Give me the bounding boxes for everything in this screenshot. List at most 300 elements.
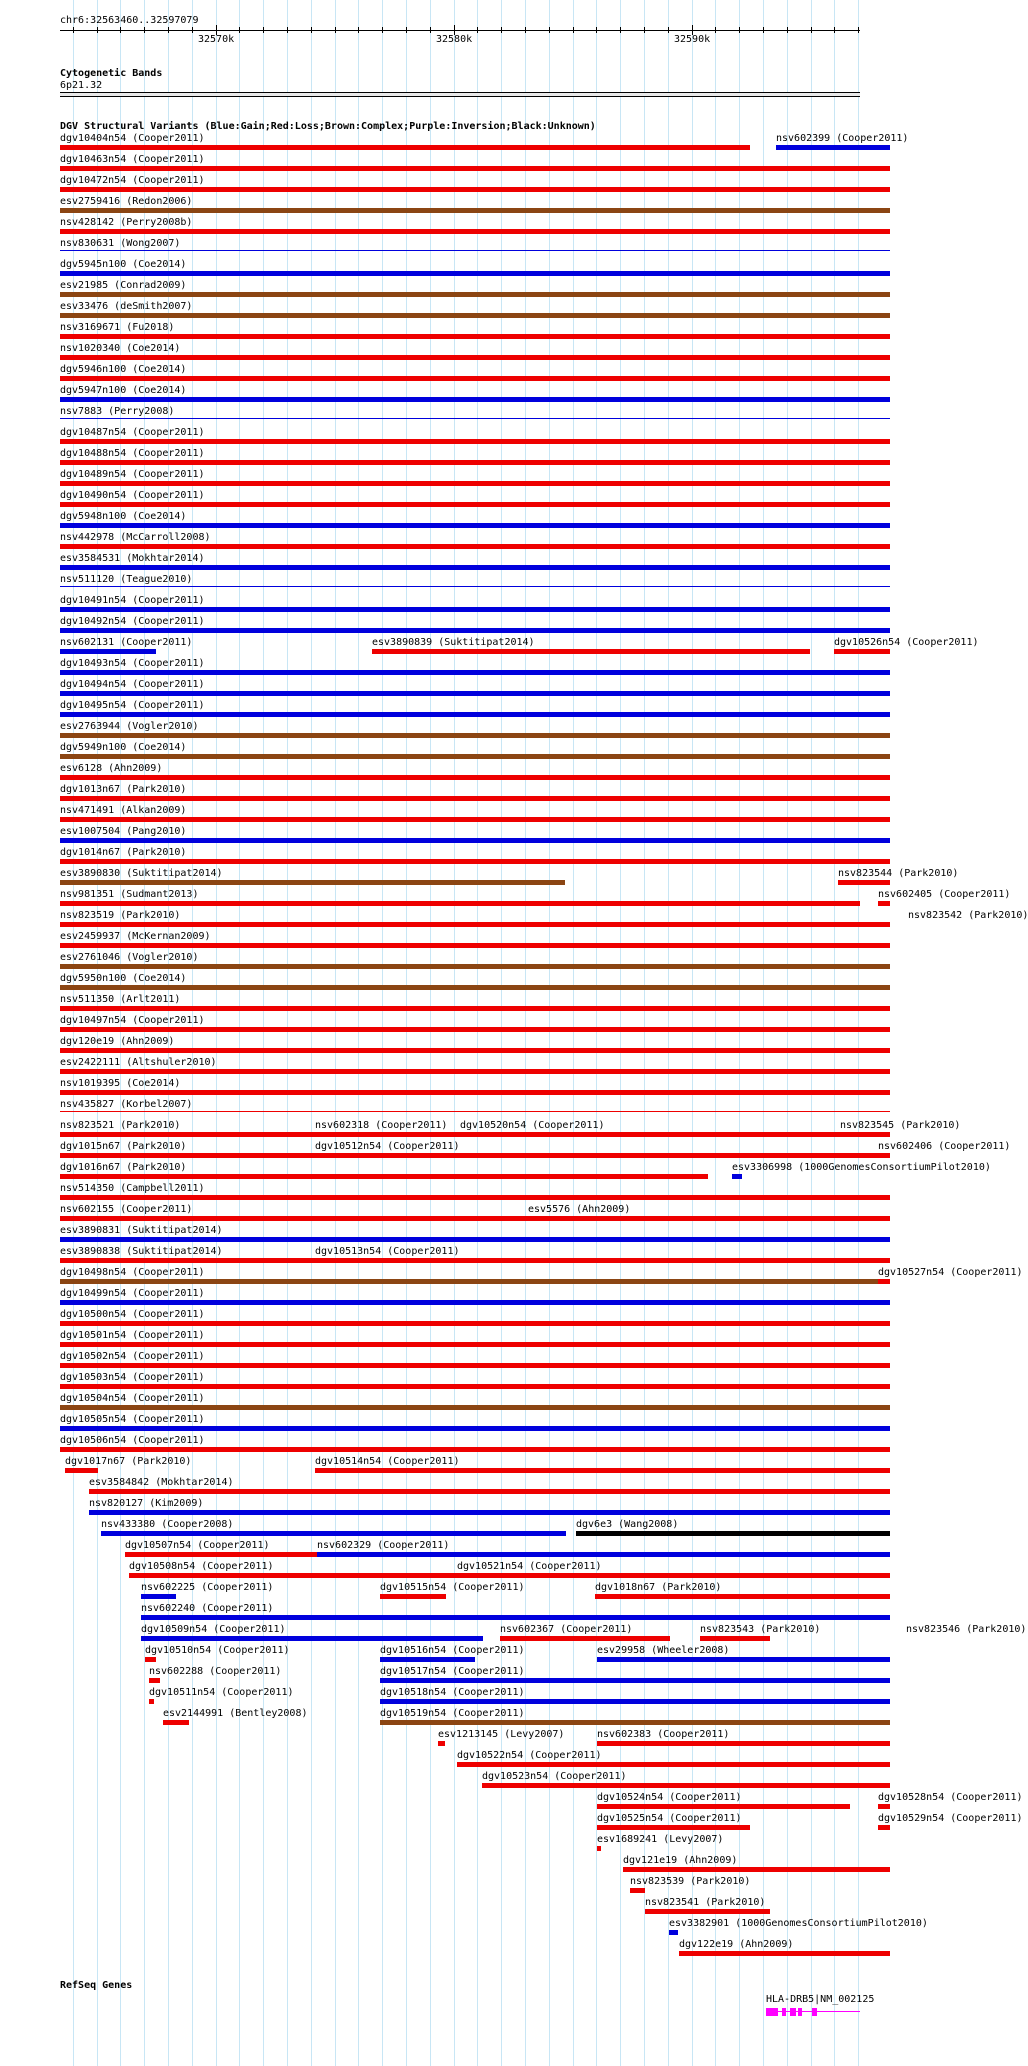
variant-bar-loss[interactable] — [60, 145, 750, 150]
ruler-tick — [858, 27, 859, 33]
ruler-tick — [739, 27, 740, 33]
variant-label[interactable]: dgv10517n54 (Cooper2011) — [380, 1666, 525, 1677]
variant-bar-gain[interactable] — [60, 1237, 890, 1242]
variant-bar-gain[interactable] — [60, 712, 890, 717]
variant-label[interactable]: nsv602155 (Cooper2011) — [60, 1204, 193, 1215]
variant-bar-loss[interactable] — [60, 901, 860, 906]
variant-bar-complex[interactable] — [60, 733, 890, 738]
variant-bar-gain[interactable] — [60, 586, 890, 587]
ruler-tick — [263, 27, 264, 33]
variant-label[interactable]: dgv1018n67 (Park2010) — [595, 1582, 722, 1593]
grid-line — [454, 0, 455, 2066]
variant-bar-loss[interactable] — [315, 1153, 810, 1158]
variant-bar-loss[interactable] — [840, 1132, 890, 1137]
variant-label[interactable]: nsv514350 (Campbell2011) — [60, 1183, 205, 1194]
ruler-tick — [430, 27, 431, 33]
gene-exon — [798, 2008, 802, 2016]
variant-bar-gain[interactable] — [60, 397, 890, 402]
variant-bar-complex[interactable] — [60, 313, 890, 318]
grid-line — [692, 0, 693, 2066]
variant-label[interactable]: esv3584842 (Mokhtar2014) — [89, 1477, 234, 1488]
variant-label[interactable]: dgv10493n54 (Cooper2011) — [60, 658, 205, 669]
variant-label[interactable]: esv33476 (deSmith2007) — [60, 301, 193, 312]
grid-line — [644, 0, 645, 2066]
ruler-tick — [596, 27, 597, 33]
variant-label[interactable]: esv1007504 (Pang2010) — [60, 826, 187, 837]
variant-bar-loss[interactable] — [500, 1636, 670, 1641]
variant-bar-loss[interactable] — [60, 796, 890, 801]
refseq-track-title: RefSeq Genes — [60, 1980, 133, 1991]
grid-line — [715, 0, 716, 2066]
ruler-tick — [811, 27, 812, 33]
ruler-tick — [406, 27, 407, 33]
variant-bar-loss[interactable] — [878, 901, 890, 906]
variant-label[interactable]: dgv120e19 (Ahn2009) — [60, 1036, 175, 1047]
variant-label[interactable]: esv2759416 (Redon2006) — [60, 196, 193, 207]
variant-bar-gain[interactable] — [60, 418, 890, 419]
variant-bar-gain[interactable] — [89, 1510, 890, 1515]
ruler-tick — [168, 27, 169, 33]
variant-label[interactable]: dgv10510n54 (Cooper2011) — [145, 1645, 290, 1656]
variant-bar-loss[interactable] — [60, 1321, 890, 1326]
variant-bar-loss[interactable] — [60, 1363, 890, 1368]
gene-exon — [812, 2008, 817, 2016]
variant-bar-complex[interactable] — [60, 292, 890, 297]
variant-bar-loss[interactable] — [60, 1447, 890, 1452]
variant-bar-loss[interactable] — [60, 1048, 890, 1053]
ruler-tick-label: 32580k — [436, 34, 473, 45]
variant-label[interactable]: nsv820127 (Kim2009) — [89, 1498, 204, 1509]
variant-label[interactable]: nsv442978 (McCarroll2008) — [60, 532, 211, 543]
variant-bar-loss[interactable] — [60, 1342, 890, 1347]
variant-label[interactable]: esv6128 (Ahn2009) — [60, 763, 163, 774]
variant-label[interactable]: dgv5947n100 (Coe2014) — [60, 385, 187, 396]
grid-line — [430, 0, 431, 2066]
variant-bar-loss[interactable] — [623, 1867, 890, 1872]
cytoband-ideogram[interactable] — [60, 92, 860, 97]
variant-label[interactable]: dgv10509n54 (Cooper2011) — [141, 1624, 286, 1635]
variant-label[interactable]: esv2763944 (Vogler2010) — [60, 721, 199, 732]
variant-label[interactable]: esv3306998 (1000GenomesConsortiumPilot2010) — [732, 1162, 991, 1173]
variant-bar-loss[interactable] — [438, 1741, 445, 1746]
variant-label[interactable]: dgv5950n100 (Coe2014) — [60, 973, 187, 984]
variant-bar-complex[interactable] — [60, 964, 890, 969]
variant-label[interactable]: nsv7883 (Perry2008) — [60, 406, 175, 417]
grid-line — [358, 0, 359, 2066]
variant-label[interactable]: nsv602318 (Cooper2011) — [315, 1120, 448, 1131]
ruler-tick-label: 32590k — [674, 34, 711, 45]
variant-label[interactable]: dgv10501n54 (Cooper2011) — [60, 1330, 205, 1341]
cytoband-label: 6p21.32 — [60, 80, 103, 91]
variant-bar-gain[interactable] — [60, 1300, 890, 1305]
variant-label[interactable]: dgv10498n54 (Cooper2011) — [60, 1267, 205, 1278]
variant-bar-loss[interactable] — [597, 1804, 850, 1809]
variant-bar-gain[interactable] — [60, 838, 890, 843]
variant-bar-loss[interactable] — [163, 1720, 189, 1725]
variant-bar-loss[interactable] — [878, 1279, 890, 1284]
ruler-tick — [120, 27, 121, 33]
grid-line — [311, 0, 312, 2066]
grid-line — [382, 0, 383, 2066]
variant-bar-loss[interactable] — [60, 229, 890, 234]
ruler-tick — [715, 27, 716, 33]
variant-label[interactable]: dgv121e19 (Ahn2009) — [623, 1855, 738, 1866]
variant-label[interactable]: esv3584531 (Mokhtar2014) — [60, 553, 205, 564]
variant-label[interactable]: nsv602399 (Cooper2011) — [776, 133, 909, 144]
variant-bar-loss[interactable] — [878, 1153, 890, 1158]
variant-label[interactable]: esv3890830 (Suktitipat2014) — [60, 868, 223, 879]
variant-label[interactable]: dgv10518n54 (Cooper2011) — [380, 1687, 525, 1698]
variant-label[interactable]: dgv5948n100 (Coe2014) — [60, 511, 187, 522]
grid-line — [335, 0, 336, 2066]
variant-label[interactable]: nsv602406 (Cooper2011) — [878, 1141, 1011, 1152]
variant-bar-gain[interactable] — [317, 1552, 890, 1557]
variant-label[interactable]: nsv823544 (Park2010) — [838, 868, 959, 879]
variant-bar-loss[interactable] — [482, 1783, 890, 1788]
grid-line — [668, 0, 669, 2066]
variant-bar-loss[interactable] — [315, 1132, 318, 1137]
variant-label[interactable]: nsv471491 (Alkan2009) — [60, 805, 187, 816]
variant-bar-loss[interactable] — [597, 1846, 601, 1851]
variant-bar-loss[interactable] — [372, 649, 810, 654]
variant-label[interactable]: dgv5945n100 (Coe2014) — [60, 259, 187, 270]
variant-bar-gain[interactable] — [776, 145, 890, 150]
variant-bar-gain[interactable] — [60, 670, 890, 675]
variant-bar-loss[interactable] — [60, 922, 890, 927]
variant-label[interactable]: esv2422111 (Altshuler2010) — [60, 1057, 217, 1068]
variant-label[interactable]: esv29958 (Wheeler2008) — [597, 1645, 730, 1656]
variant-bar-gain[interactable] — [60, 523, 890, 528]
variant-bar-complex[interactable] — [380, 1720, 890, 1725]
variant-label[interactable]: dgv10519n54 (Cooper2011) — [380, 1708, 525, 1719]
grid-line — [216, 0, 217, 2066]
variant-label[interactable]: dgv10523n54 (Cooper2011) — [482, 1771, 627, 1782]
variant-label[interactable]: dgv1015n67 (Park2010) — [60, 1141, 187, 1152]
variant-label[interactable]: dgv10521n54 (Cooper2011) — [457, 1561, 602, 1572]
variant-bar-complex[interactable] — [60, 208, 890, 213]
variant-label[interactable]: dgv10508n54 (Cooper2011) — [129, 1561, 274, 1572]
variant-label[interactable]: dgv10500n54 (Cooper2011) — [60, 1309, 205, 1320]
variant-label[interactable]: dgv10522n54 (Cooper2011) — [457, 1750, 602, 1761]
variant-bar-loss[interactable] — [834, 649, 890, 654]
variant-label[interactable]: dgv10504n54 (Cooper2011) — [60, 1393, 205, 1404]
variant-label[interactable]: dgv122e19 (Ahn2009) — [679, 1939, 794, 1950]
variant-bar-loss[interactable] — [315, 1258, 890, 1263]
variant-label[interactable]: dgv10497n54 (Cooper2011) — [60, 1015, 205, 1026]
variant-label[interactable]: nsv602367 (Cooper2011) — [500, 1624, 633, 1635]
gene-label[interactable]: HLA-DRB5|NM_002125 — [766, 1994, 875, 2005]
variant-label[interactable]: nsv433380 (Cooper2008) — [101, 1519, 234, 1530]
variant-bar-loss[interactable] — [65, 1468, 98, 1473]
variant-label[interactable]: dgv10514n54 (Cooper2011) — [315, 1456, 460, 1467]
variant-bar-loss[interactable] — [460, 1132, 836, 1137]
variant-bar-loss[interactable] — [60, 943, 890, 948]
variant-label[interactable]: dgv10495n54 (Cooper2011) — [60, 700, 205, 711]
variant-bar-loss[interactable] — [60, 166, 890, 171]
variant-bar-loss[interactable] — [60, 439, 890, 444]
variant-label[interactable]: dgv10526n54 (Cooper2011) — [834, 637, 979, 648]
variant-label[interactable]: nsv823543 (Park2010) — [700, 1624, 821, 1635]
variant-bar-loss[interactable] — [700, 1636, 770, 1641]
grid-line — [406, 0, 407, 2066]
variant-label[interactable]: dgv10463n54 (Cooper2011) — [60, 154, 205, 165]
variant-bar-loss[interactable] — [60, 859, 890, 864]
variant-label[interactable]: nsv602225 (Cooper2011) — [141, 1582, 274, 1593]
grid-line — [739, 0, 740, 2066]
ruler-tick — [358, 27, 359, 33]
variant-bar-loss[interactable] — [315, 1468, 890, 1473]
variant-label[interactable]: dgv10512n54 (Cooper2011) — [315, 1141, 460, 1152]
variant-bar-loss[interactable] — [679, 1951, 890, 1956]
variant-bar-gain[interactable] — [60, 649, 156, 654]
ruler-tick — [382, 27, 383, 33]
variant-label[interactable]: nsv602131 (Cooper2011) — [60, 637, 193, 648]
variant-bar-complex[interactable] — [60, 985, 890, 990]
variant-label[interactable]: esv3382901 (1000GenomesConsortiumPilot2010) — [669, 1918, 928, 1929]
variant-label[interactable]: nsv830631 (Wong2007) — [60, 238, 181, 249]
variant-label[interactable]: esv3890831 (Suktitipat2014) — [60, 1225, 223, 1236]
ruler-tick — [144, 27, 145, 33]
variant-label[interactable]: nsv823519 (Park2010) — [60, 910, 181, 921]
variant-label[interactable]: dgv10528n54 (Cooper2011) — [878, 1792, 1023, 1803]
variant-label[interactable]: dgv10515n54 (Cooper2011) — [380, 1582, 525, 1593]
variant-bar-loss[interactable] — [149, 1699, 154, 1704]
variant-label[interactable]: nsv511120 (Teague2010) — [60, 574, 193, 585]
variant-bar-loss[interactable] — [630, 1888, 645, 1893]
cytoband-title: Cytogenetic Bands — [60, 68, 163, 79]
variant-label[interactable]: nsv602288 (Cooper2011) — [149, 1666, 282, 1677]
variant-label[interactable]: dgv10489n54 (Cooper2011) — [60, 469, 205, 480]
ruler-tick — [287, 27, 288, 33]
grid-line — [620, 0, 621, 2066]
variant-label[interactable]: esv1213145 (Levy2007) — [438, 1729, 565, 1740]
ruler-tick — [573, 27, 574, 33]
variant-label[interactable]: dgv10492n54 (Cooper2011) — [60, 616, 205, 627]
variant-label[interactable]: nsv3169671 (Fu2018) — [60, 322, 175, 333]
variant-bar-gain[interactable] — [380, 1678, 890, 1683]
gene-exon — [782, 2008, 786, 2016]
variant-bar-gain[interactable] — [597, 1657, 890, 1662]
variant-label[interactable]: esv2761046 (Vogler2010) — [60, 952, 199, 963]
variant-bar-loss[interactable] — [528, 1216, 531, 1221]
variant-label[interactable]: nsv823521 (Park2010) — [60, 1120, 181, 1131]
variant-label[interactable]: nsv1019395 (Coe2014) — [60, 1078, 181, 1089]
variant-label[interactable]: dgv1014n67 (Park2010) — [60, 847, 187, 858]
variant-bar-gain[interactable] — [60, 271, 890, 276]
variant-bar-gain[interactable] — [60, 1426, 890, 1431]
variant-label[interactable]: dgv10516n54 (Cooper2011) — [380, 1645, 525, 1656]
grid-line — [787, 0, 788, 2066]
variant-label[interactable]: nsv823539 (Park2010) — [630, 1876, 751, 1887]
variant-bar-loss[interactable] — [60, 1069, 890, 1074]
variant-bar-gain[interactable] — [101, 1531, 566, 1536]
ruler-tick — [525, 27, 526, 33]
variant-bar-complex[interactable] — [60, 1279, 890, 1284]
variant-bar-gain[interactable] — [669, 1930, 678, 1935]
variant-bar-loss[interactable] — [149, 1678, 160, 1683]
variant-bar-loss[interactable] — [60, 1384, 890, 1389]
variant-bar-loss[interactable] — [457, 1573, 890, 1578]
variant-bar-loss[interactable] — [60, 460, 890, 465]
variant-bar-loss[interactable] — [60, 1027, 890, 1032]
variant-label[interactable]: dgv10491n54 (Cooper2011) — [60, 595, 205, 606]
variant-label[interactable]: nsv428142 (Perry2008b) — [60, 217, 193, 228]
variant-label[interactable]: esv3890838 (Suktitipat2014) — [60, 1246, 223, 1257]
variant-label[interactable]: nsv981351 (Sudmant2013) — [60, 889, 199, 900]
ruler-tick — [73, 27, 74, 33]
variant-label[interactable]: dgv10472n54 (Cooper2011) — [60, 175, 205, 186]
ruler-tick — [787, 27, 788, 33]
variant-bar-complex[interactable] — [60, 1405, 890, 1410]
variant-bar-gain[interactable] — [60, 691, 890, 696]
variant-label[interactable]: nsv823545 (Park2010) — [840, 1120, 961, 1131]
ruler-tick — [335, 27, 336, 33]
variant-bar-gain[interactable] — [732, 1174, 742, 1179]
grid-line — [287, 0, 288, 2066]
variant-bar-complex[interactable] — [60, 754, 890, 759]
variant-label[interactable]: esv2144991 (Bentley2008) — [163, 1708, 308, 1719]
variant-bar-loss[interactable] — [60, 544, 890, 549]
variant-bar-loss[interactable] — [878, 1825, 890, 1830]
variant-label[interactable]: dgv10502n54 (Cooper2011) — [60, 1351, 205, 1362]
gene-exon — [790, 2008, 796, 2016]
variant-label[interactable]: dgv10527n54 (Cooper2011) — [878, 1267, 1023, 1278]
variant-label[interactable]: esv1689241 (Levy2007) — [597, 1834, 724, 1845]
grid-line — [239, 0, 240, 2066]
variant-label[interactable]: dgv6e3 (Wang2008) — [576, 1519, 679, 1530]
variant-label[interactable]: dgv1017n67 (Park2010) — [65, 1456, 192, 1467]
variant-label[interactable]: dgv10487n54 (Cooper2011) — [60, 427, 205, 438]
grid-line — [263, 0, 264, 2066]
variant-label[interactable]: dgv10494n54 (Cooper2011) — [60, 679, 205, 690]
variant-bar-gain[interactable] — [380, 1657, 475, 1662]
ruler-tick — [477, 27, 478, 33]
ruler-axis — [60, 30, 860, 31]
variant-label[interactable]: nsv602329 (Cooper2011) — [317, 1540, 450, 1551]
position-label: chr6:32563460..32597079 — [60, 15, 199, 26]
grid-line — [811, 0, 812, 2066]
ruler-tick — [620, 27, 621, 33]
variant-label[interactable]: nsv1020340 (Coe2014) — [60, 343, 181, 354]
ruler-tick — [97, 27, 98, 33]
variant-label[interactable]: dgv10499n54 (Cooper2011) — [60, 1288, 205, 1299]
variant-bar-loss[interactable] — [60, 481, 890, 486]
variant-bar-gain[interactable] — [141, 1594, 176, 1599]
variant-label[interactable]: dgv10513n54 (Cooper2011) — [315, 1246, 460, 1257]
variant-bar-loss[interactable] — [60, 1090, 890, 1095]
variant-bar-gain[interactable] — [60, 607, 890, 612]
variant-label[interactable]: nsv823541 (Park2010) — [645, 1897, 766, 1908]
ruler-tick — [239, 27, 240, 33]
variant-label[interactable]: dgv10488n54 (Cooper2011) — [60, 448, 205, 459]
variant-label[interactable]: dgv10507n54 (Cooper2011) — [125, 1540, 270, 1551]
ruler-tick — [501, 27, 502, 33]
variant-bar-loss[interactable] — [838, 880, 890, 885]
variant-label[interactable]: dgv10520n54 (Cooper2011) — [460, 1120, 605, 1131]
variant-bar-loss[interactable] — [60, 1111, 890, 1112]
variant-bar-loss[interactable] — [60, 1216, 890, 1221]
variant-bar-loss[interactable] — [457, 1762, 890, 1767]
variant-label[interactable]: dgv10490n54 (Cooper2011) — [60, 490, 205, 501]
gene-exon — [766, 2008, 778, 2016]
variant-label[interactable]: dgv1013n67 (Park2010) — [60, 784, 187, 795]
variant-bar-loss[interactable] — [878, 1804, 890, 1809]
variant-label[interactable]: dgv10525n54 (Cooper2011) — [597, 1813, 742, 1824]
variant-bar-loss[interactable] — [60, 187, 890, 192]
variant-label[interactable]: dgv1016n67 (Park2010) — [60, 1162, 187, 1173]
variant-bar-loss[interactable] — [595, 1594, 890, 1599]
variant-label[interactable]: dgv5949n100 (Coe2014) — [60, 742, 187, 753]
variant-label[interactable]: nsv823542 (Park2010) — [908, 910, 1028, 921]
variant-label[interactable]: nsv823546 (Park2010) — [906, 1624, 1027, 1635]
variant-bar-loss[interactable] — [60, 817, 890, 822]
variant-bar-loss[interactable] — [60, 502, 890, 507]
variant-bar-loss[interactable] — [60, 334, 890, 339]
dgv-track-title: DGV Structural Variants (Blue:Gain;Red:Loss;Brown:Complex;Purple:Inversion;Black:Unknown) — [60, 121, 596, 132]
variant-bar-loss[interactable] — [645, 1909, 770, 1914]
variant-label[interactable]: dgv10505n54 (Cooper2011) — [60, 1414, 205, 1425]
variant-bar-gain[interactable] — [141, 1615, 890, 1620]
variant-bar-loss[interactable] — [597, 1825, 750, 1830]
ruler-tick — [668, 27, 669, 33]
variant-bar-loss[interactable] — [145, 1657, 156, 1662]
variant-label[interactable]: dgv10503n54 (Cooper2011) — [60, 1372, 205, 1383]
ruler-tick — [311, 27, 312, 33]
variant-label[interactable]: nsv435827 (Korbel2007) — [60, 1099, 193, 1110]
variant-label[interactable]: dgv10524n54 (Cooper2011) — [597, 1792, 742, 1803]
ruler-tick — [192, 27, 193, 33]
variant-label[interactable]: esv21985 (Conrad2009) — [60, 280, 187, 291]
ruler-tick — [644, 27, 645, 33]
variant-bar-gain[interactable] — [60, 628, 890, 633]
variant-label[interactable]: dgv10404n54 (Cooper2011) — [60, 133, 205, 144]
variant-bar-loss[interactable] — [597, 1741, 890, 1746]
variant-bar-complex[interactable] — [60, 880, 565, 885]
variant-label[interactable]: esv5576 (Ahn2009) — [528, 1204, 631, 1215]
grid-line — [834, 0, 835, 2066]
ruler-tick — [549, 27, 550, 33]
ruler-tick — [763, 27, 764, 33]
variant-label[interactable]: dgv10529n54 (Cooper2011) — [878, 1813, 1023, 1824]
variant-bar-gain[interactable] — [60, 250, 890, 251]
variant-label[interactable]: dgv10511n54 (Cooper2011) — [149, 1687, 294, 1698]
variant-label[interactable]: dgv5946n100 (Coe2014) — [60, 364, 187, 375]
variant-label[interactable]: nsv511350 (Arlt2011) — [60, 994, 181, 1005]
variant-bar-loss[interactable] — [60, 1006, 890, 1011]
variant-bar-gain[interactable] — [380, 1699, 890, 1704]
variant-bar-gain[interactable] — [141, 1636, 483, 1641]
variant-label[interactable]: esv2459937 (McKernan2009) — [60, 931, 211, 942]
variant-bar-loss[interactable] — [60, 1174, 708, 1179]
variant-bar-loss[interactable] — [60, 376, 890, 381]
grid-line — [858, 0, 859, 2066]
ruler-tick-label: 32570k — [198, 34, 235, 45]
variant-bar-loss[interactable] — [60, 355, 890, 360]
ruler-tick — [834, 27, 835, 33]
variant-label[interactable]: esv3890839 (Suktitipat2014) — [372, 637, 535, 648]
variant-bar-unknown[interactable] — [576, 1531, 890, 1536]
variant-label[interactable]: nsv602405 (Cooper2011) — [878, 889, 1011, 900]
variant-bar-gain[interactable] — [60, 565, 890, 570]
variant-bar-loss[interactable] — [60, 775, 890, 780]
variant-label[interactable]: nsv602240 (Cooper2011) — [141, 1603, 274, 1614]
variant-bar-loss[interactable] — [380, 1594, 446, 1599]
grid-line — [763, 0, 764, 2066]
variant-bar-loss[interactable] — [89, 1489, 890, 1494]
variant-label[interactable]: nsv602383 (Cooper2011) — [597, 1729, 730, 1740]
variant-bar-loss[interactable] — [60, 1195, 890, 1200]
variant-label[interactable]: dgv10506n54 (Cooper2011) — [60, 1435, 205, 1446]
